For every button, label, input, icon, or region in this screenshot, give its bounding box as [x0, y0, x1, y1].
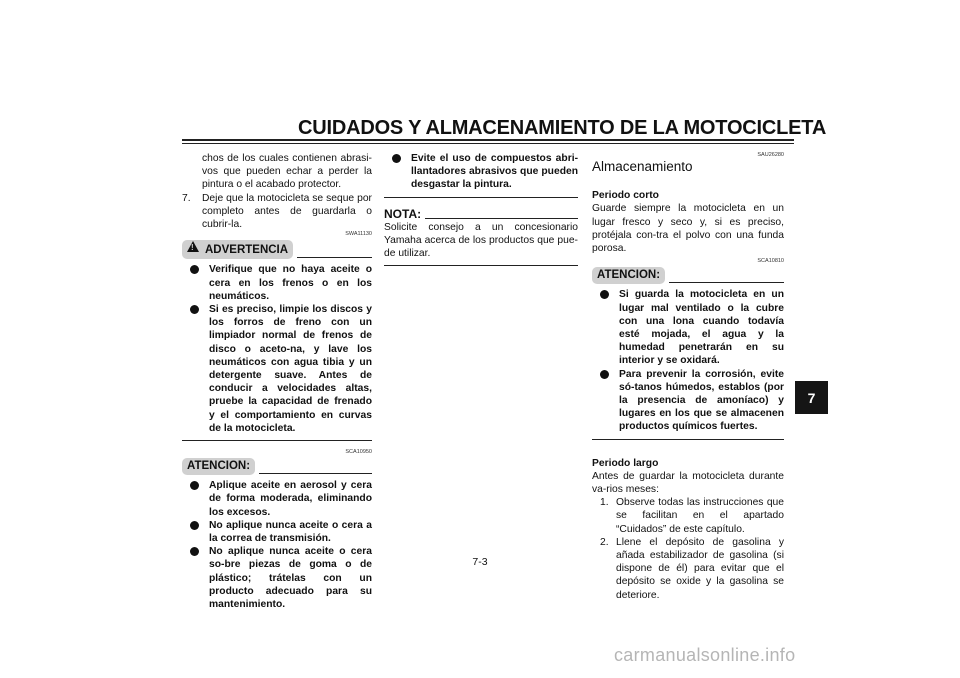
note-label: NOTA: — [384, 206, 422, 221]
step-7 — [182, 192, 372, 232]
caution-label: ATENCION: — [182, 458, 255, 475]
list-item — [190, 263, 372, 303]
page-title: CUIDADOS Y ALMACENAMIENTO DE LA MOTOCICLETA — [298, 117, 827, 139]
list-item-text: No aplique nunca aceite o cera a la correa de transmisión. — [209, 519, 372, 545]
warning-end-rule — [182, 440, 372, 441]
continued-paragraph: chos de los cuales contienen abrasi-vos que pueden echar a perder la pintura o el acabado protector. — [202, 153, 372, 191]
section-code: SAU26280 — [757, 152, 784, 158]
note-header-rule — [425, 218, 578, 219]
bullet-icon — [190, 305, 199, 314]
title-rule — [182, 139, 794, 141]
bullet-icon — [190, 547, 199, 556]
long-term-text: Antes de guardar la motocicleta durante va-rios meses: — [592, 470, 784, 496]
list-item — [392, 152, 578, 192]
step-text: Deje que la motocicleta se seque por completo antes de guardarla o cubrir-la. — [202, 192, 372, 231]
list-item-text: Si es preciso, limpie los discos y los forros de freno con un limpiador normal de frenos de disco o aceto-na, y lave los neumáticos con agua tibia y un detergente suave. Antes de conducir a velocidades altas, pruebe la capacidad de frenado y el comportamiento en curvas de la motocicleta. — [209, 304, 372, 434]
list-item — [190, 479, 372, 519]
warning-list — [182, 263, 372, 435]
list-item-text: Para prevenir la corrosión, evite só-tanos húmedos, establos (por la presencia de amoníaco) y lugares en los que se almacenen productos químicos fuertes. — [619, 368, 784, 433]
list-item-text: Verifique que no haya aceite o cera en los frenos o en los neumáticos. — [209, 264, 372, 302]
middle-column — [384, 152, 578, 266]
caution-header-rule — [259, 473, 372, 474]
bullet-icon — [190, 481, 199, 490]
note-end-rule — [384, 265, 578, 266]
caution-list-continued — [384, 152, 578, 192]
caution-list — [182, 479, 372, 611]
caution-code: SCA10950 — [345, 449, 372, 456]
bullet-icon — [600, 370, 609, 379]
step-text: Llene el depósito de gasolina y añada estabilizador de gasolina (si dispone de él) para evitar que el depósito se oxide y la gasolina se deteriore. — [616, 536, 784, 601]
watermark: carmanualsonline.info — [614, 645, 796, 665]
caution-header-rule — [669, 282, 784, 283]
step-number: 2. — [600, 536, 609, 548]
caution-header — [182, 458, 372, 475]
bullet-icon — [600, 290, 609, 299]
bullet-icon — [392, 154, 401, 163]
long-term-steps — [592, 496, 784, 602]
list-item — [600, 368, 784, 434]
note-header — [384, 208, 578, 221]
left-column — [182, 152, 372, 611]
list-item-text: Aplique aceite en aerosol y cera de forma moderada, eliminando los excesos. — [209, 480, 372, 518]
step-number: 1. — [600, 497, 609, 509]
list-item — [592, 536, 784, 602]
warning-header — [182, 240, 372, 259]
list-item — [600, 288, 784, 367]
warning-label — [182, 240, 293, 259]
bullet-icon — [190, 265, 199, 274]
right-column — [592, 152, 784, 602]
long-term-title: Periodo largo — [592, 457, 659, 469]
step-number: 7. — [182, 192, 191, 204]
warning-triangle-icon — [187, 241, 199, 252]
title-rule-thin — [182, 143, 794, 144]
warning-header-rule — [297, 257, 372, 258]
short-term-text: Guarde siempre la motocicleta en un lugar fresco y seco y, si es preciso, protéjala con-tra el polvo con una funda porosa. — [592, 203, 784, 255]
list-item-text: Si guarda la motocicleta en un lugar mal ventilado o la cubre con una lona cuando todavía esté mojada, el agua y la humedad penetrarán en su interior y se oxidará. — [619, 289, 784, 367]
section-title: Almacenamiento — [592, 159, 693, 174]
step-text: Observe todas las instrucciones que se facilitan en el apartado “Cuidados” de este capítulo. — [616, 497, 784, 535]
caution-end-rule — [384, 197, 578, 198]
list-item-text: No aplique nunca aceite o cera so-bre piezas de goma o de plástico; trátelas con un producto adecuado para su mantenimiento. — [209, 546, 372, 611]
list-item-text: Evite el uso de compuestos abri-llantadores abrasivos que pueden desgastar la pintura. — [411, 153, 578, 191]
caution-header — [592, 267, 784, 284]
caution-list — [592, 288, 784, 433]
caution-code: SCA10810 — [757, 258, 784, 265]
note-text: Solicite consejo a un concesionario Yamaha acerca de los productos que pue-de utilizar. — [384, 221, 578, 260]
list-item — [592, 496, 784, 536]
warning-label-text: ADVERTENCIA — [205, 244, 289, 257]
caution-end-rule — [592, 439, 784, 440]
caution-label: ATENCION: — [592, 267, 665, 284]
page-number: 7-3 — [472, 556, 488, 568]
list-item — [190, 545, 372, 611]
warning-code: SWA11130 — [345, 231, 372, 238]
short-term-title: Periodo corto — [592, 190, 659, 202]
list-item — [190, 303, 372, 435]
chapter-tab[interactable]: 7 — [795, 381, 828, 414]
list-item — [190, 519, 372, 545]
bullet-icon — [190, 521, 199, 530]
